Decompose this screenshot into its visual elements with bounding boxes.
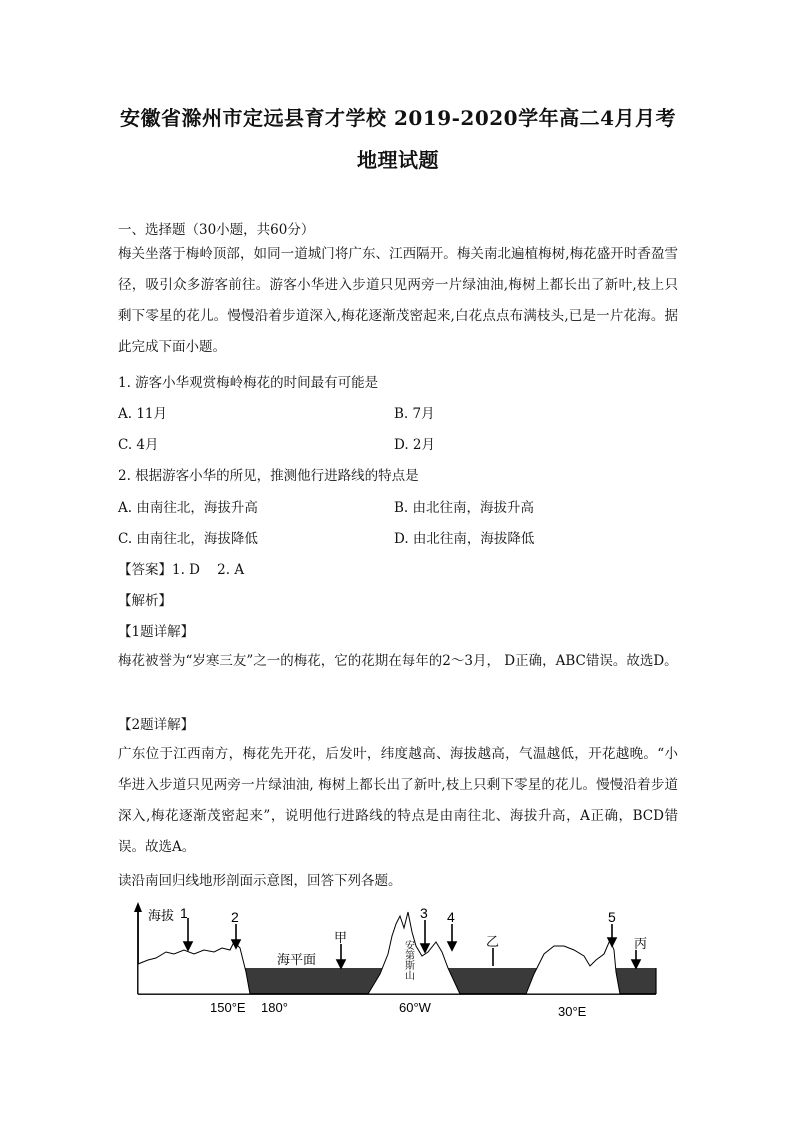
- australia-land: [138, 942, 250, 994]
- analysis-heading: 【解析】: [118, 593, 172, 609]
- question-1-option-b: B. 7月: [394, 406, 435, 422]
- bing-label: 丙: [634, 936, 648, 951]
- q1-analysis-heading: 【1题详解】: [118, 624, 195, 640]
- question-1-option-c: C. 4月: [118, 437, 159, 453]
- lon-180-label: 180°: [261, 1000, 288, 1015]
- question-1-option-d: D. 2月: [394, 437, 436, 453]
- q1-analysis-text: 梅花被誉为“岁寒三友”之一的梅花，它的花期在每年的2～3月， D正确，ABC错误。故选D。: [118, 653, 678, 669]
- q2-analysis-text: 广东位于江西南方，梅花先开花，后发叶，纬度越高、海拔越高，气温越低，开花越晚。“小华进入步道只见两旁一片绿油油, 梅树上都长出了新叶,枝上只剩下零星的花儿。慢慢沿着步道深入,梅花逐渐茂密起来”，说明他行进路线的特点是由南往北、海拔升高，A正确，BCD错误。故选A。: [118, 746, 678, 855]
- africa-land: [526, 940, 620, 994]
- jia-arrowhead-icon: [337, 960, 345, 968]
- question-2-stem: 2. 根据游客小华的所见，推测他行进路线的特点是: [118, 468, 419, 484]
- terrain-profile-figure: [118, 902, 678, 1022]
- page-title: 安徽省滁州市定远县育才学校 2019-2020学年高二4月月考: [119, 106, 676, 130]
- marker-4-arrowhead-icon: [448, 942, 456, 950]
- question-2-option-c: C. 由南往北，海拔降低: [118, 531, 258, 547]
- sea-level-label: 海平面: [277, 952, 317, 967]
- yi-label: 乙: [486, 934, 500, 949]
- bing-arrowhead-icon: [632, 960, 640, 968]
- lon-60w-label: 60°W: [399, 1000, 431, 1015]
- question-2-option-d: D. 由北往南，海拔降低: [394, 531, 535, 547]
- q2-analysis-heading: 【2题详解】: [118, 717, 195, 733]
- andes-label: 安第斯山: [402, 940, 414, 980]
- lon-150e-label: 150°E: [210, 1000, 246, 1015]
- jia-label: 甲: [334, 930, 348, 945]
- passage-text: 梅关坐落于梅岭顶部，如同一道城门将广东、江西隔开。梅关南北遍植梅树,梅花盛开时香盈雪径，吸引众多游客前往。游客小华进入步道只见两旁一片绿油油,梅树上都长出了新叶,枝上只剩下零星的花儿。慢慢沿着步道深入,梅花逐渐茂密起来,白花点点布满枝头,已是一片花海。据此完成下面小题。: [118, 246, 678, 355]
- question-1-stem: 1. 游客小华观赏梅岭梅花的时间最有可能是: [118, 375, 379, 391]
- y-axis-label: 海拔: [148, 908, 175, 923]
- lon-30e-label: 30°E: [558, 1004, 587, 1019]
- answer-line: 【答案】1. D 2. A: [118, 562, 245, 578]
- figure-intro: 读沿南回归线地形剖面示意图，回答下列各题。: [118, 873, 402, 889]
- marker-3-arrowhead-icon: [421, 944, 429, 952]
- marker-5-label: 5: [608, 909, 616, 925]
- marker-1-label: 1: [180, 905, 188, 921]
- marker-1-arrowhead-icon: [184, 942, 192, 950]
- marker-4-label: 4: [447, 909, 455, 925]
- y-axis-arrow-icon: [134, 902, 142, 912]
- section-heading: 一、选择题（30小题，共60分）: [118, 222, 315, 238]
- question-1-option-a: A. 11月: [118, 406, 168, 422]
- marker-2-label: 2: [231, 909, 239, 925]
- question-2-option-b: B. 由北往南，海拔升高: [394, 500, 535, 516]
- page-subtitle: 地理试题: [357, 148, 439, 172]
- question-2-option-a: A. 由南往北，海拔升高: [118, 500, 258, 516]
- marker-3-label: 3: [420, 905, 428, 921]
- terrain-profile-svg: [118, 902, 678, 1022]
